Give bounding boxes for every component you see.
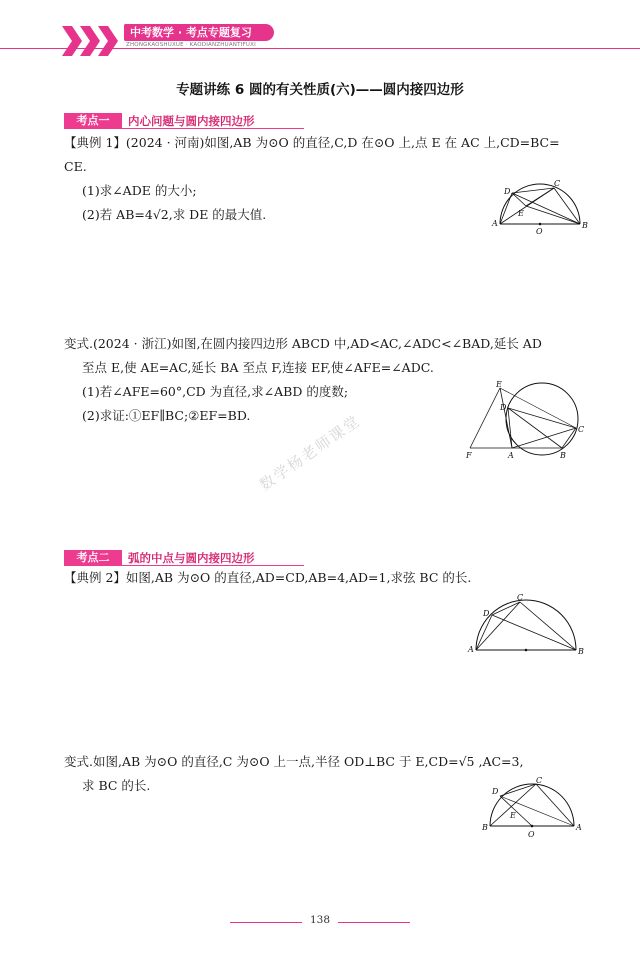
fig4-label-a: A	[576, 823, 582, 832]
section1-title: 内心问题与圆内接四边形	[128, 114, 255, 128]
footer-rule-right	[338, 922, 410, 923]
ex1-line-1: 【典例 1】(2024 · 河南)如图,AB 为⊙O 的直径,C,D 在⊙O 上,点 E 在 AC 上,CD=BC=	[64, 135, 560, 150]
fig2-label-d: D	[500, 403, 507, 412]
fig4-label-e: E	[510, 811, 516, 820]
fig3-label-c: C	[517, 593, 524, 602]
var1-line-4: (2)求证:①EF∥BC;②EF=BD.	[82, 408, 251, 423]
figure-2	[460, 378, 590, 460]
page-number: 138	[309, 914, 331, 926]
footer-rule-left	[230, 922, 302, 923]
fig1-label-e: E	[518, 209, 524, 218]
ex1-line-3: (1)求∠ADE 的大小;	[82, 183, 197, 198]
var2-line-2: 求 BC 的长.	[82, 778, 151, 793]
fig2-label-b: B	[560, 451, 566, 460]
figure-1	[490, 176, 590, 236]
fig1-label-b: B	[582, 221, 588, 230]
figure-4	[480, 774, 586, 840]
fig4-label-c: C	[536, 776, 543, 785]
fig2-label-a: A	[508, 451, 514, 460]
ex2-line-1: 【典例 2】如图,AB 为⊙O 的直径,AD=CD,AB=4,AD=1,求弦 BC 的长.	[64, 570, 472, 585]
fig3-label-a: A	[468, 645, 474, 654]
section1-badge: 考点一	[64, 113, 122, 128]
var1-line-1: 变式.(2024 · 浙江)如图,在圆内接四边形 ABCD 中,AD<AC,∠ADC<∠BAD,延长 AD	[64, 336, 542, 351]
section2-badge: 考点二	[64, 550, 122, 565]
fig1-label-o: O	[536, 227, 543, 236]
var1-line-3: (1)若∠AFE=60°,CD 为直径,求∠ABD 的度数;	[82, 384, 349, 399]
fig1-label-d: D	[504, 187, 511, 196]
fig4-label-b: B	[482, 823, 488, 832]
fig3-label-d: D	[483, 609, 490, 618]
header-tag: 中考数学 · 考点专题复习	[124, 24, 274, 41]
fig1-label-c: C	[554, 179, 561, 188]
ex1-line-4: (2)若 AB=4√2,求 DE 的最大值.	[82, 207, 267, 222]
section2-title: 弧的中点与圆内接四边形	[128, 551, 255, 565]
fig3-label-b: B	[578, 647, 584, 656]
fig2-label-e: E	[496, 380, 502, 389]
fig4-label-o: O	[528, 830, 535, 839]
var2-line-1: 变式.如图,AB 为⊙O 的直径,C 为⊙O 上一点,半径 OD⊥BC 于 E,CD=√5 ,AC=3,	[64, 754, 524, 769]
var1-line-2: 至点 E,使 AE=AC,延长 BA 至点 F,连接 EF,使∠AFE=∠ADC.	[82, 360, 434, 375]
fig2-label-c: C	[578, 425, 585, 434]
fig2-label-f: F	[466, 451, 472, 460]
fig4-label-d: D	[492, 787, 499, 796]
ex1-line-2: CE.	[64, 159, 87, 174]
watermark: 数学杨老师课堂	[256, 411, 364, 495]
fig1-label-a: A	[492, 219, 498, 228]
figure-3	[464, 590, 588, 660]
header-rule	[0, 48, 640, 49]
page-title: 专题讲练 6 圆的有关性质(六)——圆内接四边形	[176, 82, 464, 98]
chevron-logo-icon	[62, 26, 122, 56]
header-pinyin: ZHONGKAOSHUXUE · KAODIANZHUANTIFUXI	[126, 42, 256, 48]
